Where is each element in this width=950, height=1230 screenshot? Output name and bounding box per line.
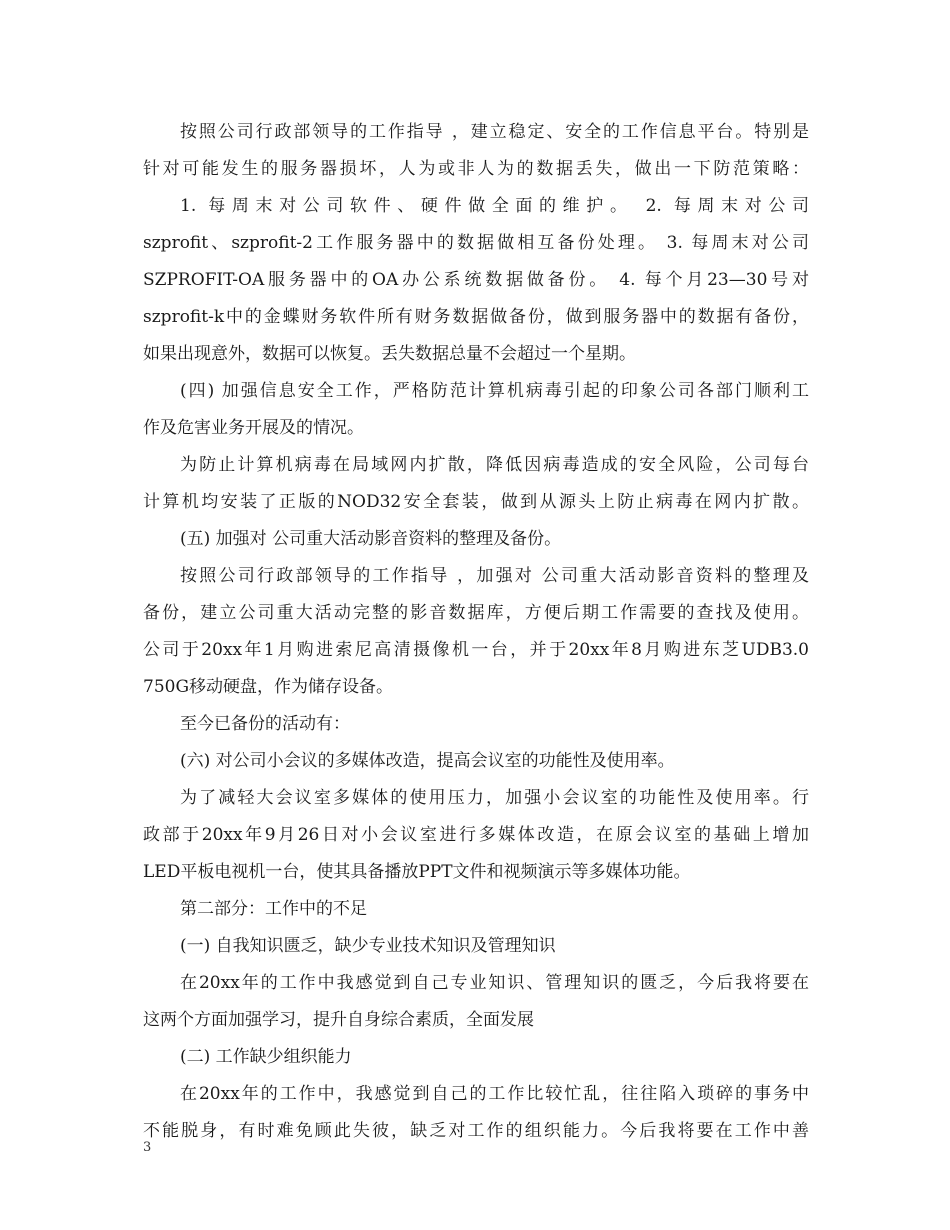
paragraph-line: 如果出现意外，数据可以恢复。丢失数据总量不会超过一个星期。 bbox=[143, 344, 636, 364]
paragraph-line: 按照公司行政部领导的工作指导 ，加强对 公司重大活动影音资料的整理及 bbox=[180, 566, 809, 586]
section-heading-line: (五) 加强对 公司重大活动影音资料的整理及备份。 bbox=[180, 529, 562, 549]
section-heading-line: (二) 工作缺少组织能力 bbox=[180, 1047, 352, 1067]
paragraph-line: 不能脱身，有时难免顾此失彼，缺乏对工作的组织能力。今后我将要在工作中善 bbox=[143, 1121, 809, 1141]
paragraph-line: 1. 每周末对公司软件、硬件做全面的维护。 2. 每周末对公司 bbox=[180, 196, 809, 216]
paragraph-line: 公司于20xx年1月购进索尼高清摄像机一台，并于20xx年8月购进东芝UDB3.0 bbox=[143, 640, 809, 660]
paragraph-line: SZPROFIT-OA服务器中的OA办公系统数据做备份。 4. 每个月23—30号对 bbox=[143, 270, 809, 290]
section-heading-line: (一) 自我知识匮乏，缺少专业技术知识及管理知识 bbox=[180, 936, 556, 956]
paragraph-line: 备份，建立公司重大活动完整的影音数据库，方便后期工作需要的查找及使用。 bbox=[143, 603, 809, 623]
paragraph-line: 为防止计算机病毒在局域网内扩散，降低因病毒造成的安全风险，公司每台 bbox=[180, 455, 809, 475]
paragraph-line: 在20xx年的工作中，我感觉到自己的工作比较忙乱，往往陷入琐碎的事务中 bbox=[180, 1084, 809, 1104]
paragraph-line: 按照公司行政部领导的工作指导 ，建立稳定、安全的工作信息平台。特别是 bbox=[180, 122, 809, 142]
paragraph-line: 至今已备份的活动有： bbox=[180, 714, 350, 734]
paragraph-line: szprofit、szprofit-2工作服务器中的数据做相互备份处理。 3. 每周末对公司 bbox=[143, 233, 809, 253]
paragraph-line: 针对可能发生的服务器损坏，人为或非人为的数据丢失，做出一下防范策略： bbox=[143, 159, 809, 179]
paragraph-line: 计算机均安装了正版的NOD32安全套装，做到从源头上防止病毒在网内扩散。 bbox=[143, 492, 809, 512]
paragraph-line: 为了减轻大会议室多媒体的使用压力，加强小会议室的功能性及使用率。行 bbox=[180, 788, 809, 808]
paragraph-line: 750G移动硬盘，作为储存设备。 bbox=[143, 677, 394, 697]
paragraph-line: LED平板电视机一台，使其具备播放PPT文件和视频演示等多媒体功能。 bbox=[143, 862, 691, 882]
paragraph-line: 这两个方面加强学习，提升自身综合素质，全面发展 bbox=[143, 1010, 534, 1030]
page-number: 3 bbox=[143, 1140, 152, 1155]
paragraph-line: 在20xx年的工作中我感觉到自己专业知识、管理知识的匮乏，今后我将要在 bbox=[180, 973, 809, 993]
part-heading-line: 第二部分：工作中的不足 bbox=[180, 899, 367, 919]
section-heading-line: (四) 加强信息安全工作，严格防范计算机病毒引起的印象公司各部门顺利工 bbox=[180, 381, 809, 401]
section-heading-line: 作及危害业务开展及的情况。 bbox=[143, 418, 364, 438]
paragraph-line: szprofit-k中的金蝶财务软件所有财务数据做备份，做到服务器中的数据有备份， bbox=[143, 307, 809, 327]
paragraph-line: 政部于20xx年9月26日对小会议室进行多媒体改造，在原会议室的基础上增加 bbox=[143, 825, 809, 845]
section-heading-line: (六) 对公司小会议的多媒体改造，提高会议室的功能性及使用率。 bbox=[180, 751, 675, 771]
